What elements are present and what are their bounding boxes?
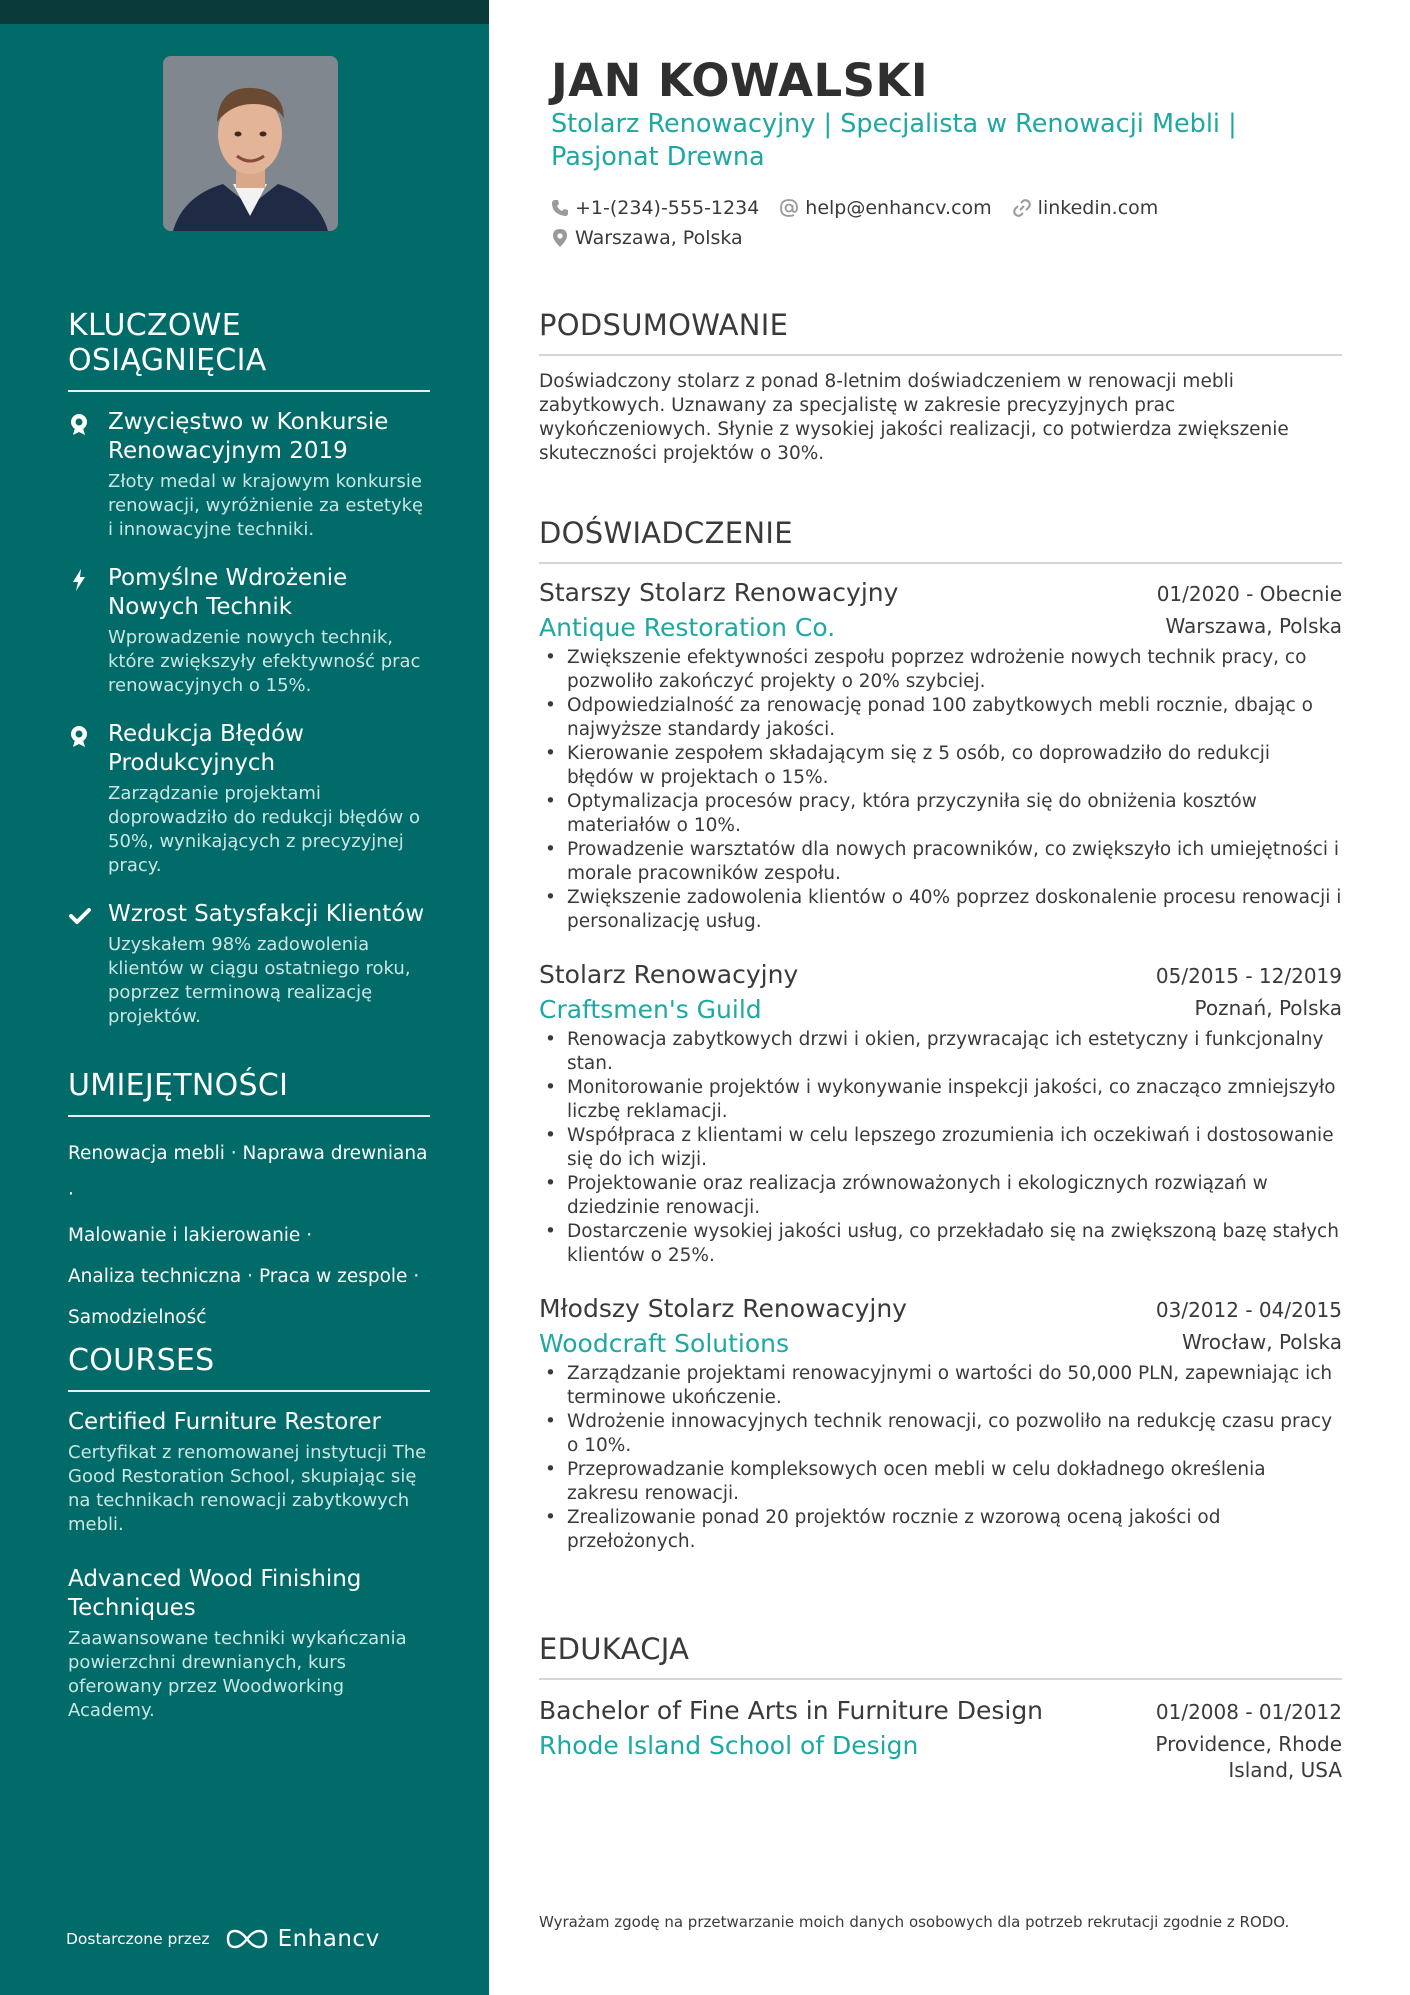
course-description: Zaawansowane techniki wykańczania powierzchni drewnianych, kurs oferowany przez Woodworking Academy. (68, 1628, 407, 1721)
linkedin-url: linkedin.com (1037, 197, 1159, 219)
experience-section (539, 516, 1342, 1554)
skills-list: Renowacja mebli · Naprawa drewniana · Malowanie i lakierowanie · Analiza techniczna · Praca w zespole · Samodzielność (68, 1143, 428, 1328)
email-contact[interactable] (779, 197, 991, 219)
achievement-item (68, 720, 430, 878)
achievements-section (68, 308, 430, 1051)
course-title: Certified Furniture Restorer (68, 1409, 381, 1435)
location-pin-icon (551, 228, 569, 248)
enhancv-wordmark: Enhancv (277, 1926, 380, 1952)
summary-text: Doświadczony stolarz z ponad 8-letnim doświadczeniem w renowacji mebli zabytkowych. Uznawany za specjalistę w zakresie precyzyjnych prac wykończeniowych. Słynie z wysokiej jakości realizacji, co potwierdza zwiększenie skuteczności projektów o 30%. (539, 371, 1289, 464)
job-title: Starszy Stolarz Renowacyjny (539, 578, 899, 607)
profile-photo (163, 56, 338, 231)
location-contact (551, 227, 743, 249)
enhancv-logo-icon (224, 1927, 270, 1951)
job-bullet: • Projektowanie oraz realizacja zrównoważonych i ekologicznych rozwiązań w dziedzinie renowacji. (539, 1172, 1342, 1220)
location-text: Warszawa, Polska (575, 227, 743, 249)
job-company: Woodcraft Solutions (539, 1329, 790, 1358)
summary-heading: PODSUMOWANIE (539, 308, 1342, 356)
skill-tag: Samodzielność (68, 1307, 207, 1328)
job-dates: 01/2020 - Obecnie (1156, 582, 1342, 606)
job-bullet: • Kierowanie zespołem składającym się z 5 osób, co doprowadziło do redukcji błędów w projektach o 15%. (539, 742, 1342, 790)
skills-heading: UMIEJĘTNOŚCI (68, 1068, 430, 1117)
achievements-heading: KLUCZOWE OSIĄGNIĘCIA (68, 308, 430, 392)
job-bullet: • Wdrożenie innowacyjnych technik renowacji, co pozwoliło na redukcję czasu pracy o 10%. (539, 1410, 1342, 1458)
medal-icon (68, 724, 92, 748)
enhancv-logo[interactable] (224, 1926, 380, 1952)
school-location: Providence, Rhode Island, USA (1155, 1732, 1342, 1782)
course-description: Certyfikat z renomowanej instytucji The Good Restoration School, skupiając się na technikach renowacji zabytkowych mebli. (68, 1442, 427, 1535)
sidebar (0, 0, 489, 1995)
job-dates: 05/2015 - 12/2019 (1155, 964, 1342, 988)
job-location: Warszawa, Polska (1165, 614, 1342, 638)
medal-icon (68, 412, 92, 436)
achievement-title: Redukcja Błędów Produkcyjnych (108, 721, 304, 776)
linkedin-contact[interactable] (1012, 197, 1159, 219)
contact-info (551, 193, 1178, 253)
job-bullet: • Współpraca z klientami w celu lepszego zrozumienia ich oczekiwań i dostosowanie się do ich wizji. (539, 1124, 1342, 1172)
link-icon (1012, 198, 1032, 218)
achievement-description: Uzyskałem 98% zadowolenia klientów w ciągu ostatniego roku, poprzez terminową realizację projektów. (108, 934, 411, 1027)
job-title: Stolarz Renowacyjny (539, 960, 799, 989)
lightning-icon (68, 568, 92, 592)
skill-tag: Malowanie i lakierowanie (68, 1225, 301, 1246)
job-bullets (539, 1028, 1342, 1268)
courses-heading: COURSES (68, 1343, 430, 1392)
achievement-description: Złoty medal w krajowym konkursie renowacji, wyróżnienie za estetykę i innowacyjne techniki. (108, 471, 424, 540)
courses-section (68, 1343, 430, 1751)
email-address: help@enhancv.com (805, 197, 992, 219)
achievement-description: Wprowadzenie nowych technik, które zwiększyły efektywność prac renowacyjnych o 15%. (108, 627, 421, 696)
check-icon (68, 904, 92, 928)
course-item (68, 1408, 430, 1537)
school-name: Rhode Island School of Design (539, 1731, 919, 1760)
job-title: Młodszy Stolarz Renowacyjny (539, 1294, 907, 1323)
course-item (68, 1565, 430, 1723)
powered-by (66, 1926, 380, 1952)
candidate-name: JAN KOWALSKI (551, 54, 929, 107)
degree-title: Bachelor of Fine Arts in Furniture Design (539, 1696, 1044, 1725)
skill-tag: Naprawa drewniana (242, 1143, 428, 1164)
education-dates: 01/2008 - 01/2012 (1155, 1700, 1342, 1724)
education-entry (539, 1696, 1342, 1783)
education-section (539, 1632, 1342, 1783)
job-dates: 03/2012 - 04/2015 (1155, 1298, 1342, 1322)
skills-section (68, 1068, 430, 1338)
powered-by-label: Dostarczone przez (66, 1930, 210, 1948)
phone-contact[interactable] (551, 197, 759, 219)
job-company: Antique Restoration Co. (539, 613, 836, 642)
job-entry (539, 1294, 1342, 1554)
job-bullet: • Monitorowanie projektów i wykonywanie inspekcji jakości, co znacząco zmniejszyło liczbę reklamacji. (539, 1076, 1342, 1124)
achievement-title: Wzrost Satysfakcji Klientów (108, 901, 425, 927)
skill-tag: Analiza techniczna (68, 1266, 242, 1287)
job-bullet: • Odpowiedzialność za renowację ponad 100 zabytkowych mebli rocznie, dbając o najwyższe standardy jakości. (539, 694, 1342, 742)
job-bullets (539, 646, 1342, 934)
job-bullet: • Prowadzenie warsztatów dla nowych pracowników, co zwiększyło ich umiejętności i morale pracowników zespołu. (539, 838, 1342, 886)
job-bullet: • Zarządzanie projektami renowacyjnymi o wartości do 50,000 PLN, zapewniając ich terminowe ukończenie. (539, 1362, 1342, 1410)
job-bullet: • Zwiększenie zadowolenia klientów o 40% poprzez doskonalenie procesu renowacji i personalizację usług. (539, 886, 1342, 934)
skill-tag: Praca w zespole (258, 1266, 408, 1287)
main-content (539, 0, 1342, 1995)
achievement-item (68, 564, 430, 698)
education-heading: EDUKACJA (539, 1632, 1342, 1680)
job-bullet: • Renowacja zabytkowych drzwi i okien, przywracając ich estetyczny i funkcjonalny stan. (539, 1028, 1342, 1076)
phone-icon (551, 199, 569, 217)
at-icon (779, 198, 799, 218)
job-bullet: • Optymalizacja procesów pracy, która przyczyniła się do obniżenia kosztów materiałów o 10%. (539, 790, 1342, 838)
phone-number: +1-(234)-555-1234 (575, 197, 760, 219)
job-bullet: • Zrealizowanie ponad 20 projektów rocznie z wzorową oceną jakości od przełożonych. (539, 1506, 1342, 1554)
course-title: Advanced Wood Finishing Techniques (68, 1566, 362, 1621)
skill-tag: Renowacja mebli (68, 1143, 225, 1164)
job-entry (539, 960, 1342, 1268)
job-location: Poznań, Polska (1194, 996, 1342, 1020)
achievement-item (68, 408, 430, 542)
achievement-description: Zarządzanie projektami doprowadziło do redukcji błędów o 50%, wynikających z precyzyjnej pracy. (108, 783, 420, 876)
job-bullet: • Dostarczenie wysokiej jakości usług, co przekładało się na zwiększoną bazę stałych klientów o 25%. (539, 1220, 1342, 1268)
achievement-item (68, 900, 430, 1029)
job-entry (539, 578, 1342, 934)
job-bullet: • Zwiększenie efektywności zespołu poprzez wdrożenie nowych technik pracy, co pozwoliło zakończyć projekty o 20% szybciej. (539, 646, 1342, 694)
job-company: Craftsmen's Guild (539, 995, 762, 1024)
candidate-headline: Stolarz Renowacyjny | Specjalista w Renowacji Mebli | Pasjonat Drewna (551, 109, 1237, 172)
job-location: Wrocław, Polska (1182, 1330, 1342, 1354)
gdpr-consent: Wyrażam zgodę na przetwarzanie moich danych osobowych dla potrzeb rekrutacji zgodnie z RODO. (539, 1913, 1290, 1931)
achievement-title: Zwycięstwo w Konkursie Renowacyjnym 2019 (108, 409, 389, 464)
job-bullet: • Przeprowadzanie kompleksowych ocen mebli w celu dokładnego określenia zakresu renowacji. (539, 1458, 1342, 1506)
achievement-title: Pomyślne Wdrożenie Nowych Technik (108, 565, 348, 620)
summary-section (539, 308, 1342, 466)
job-bullets (539, 1362, 1342, 1554)
sidebar-top-bar (0, 0, 489, 24)
experience-heading: DOŚWIADCZENIE (539, 516, 1342, 564)
